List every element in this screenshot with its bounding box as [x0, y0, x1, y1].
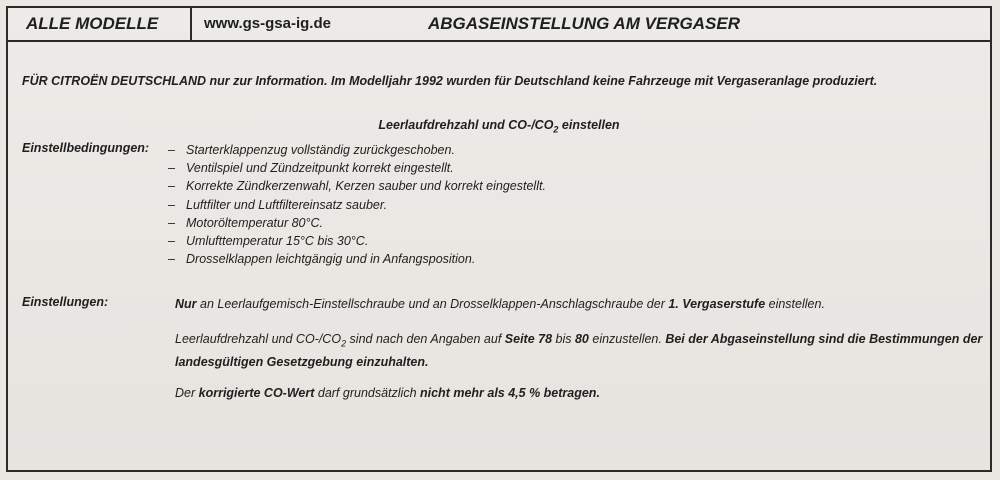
- intro-note: FÜR CITROËN DEUTSCHLAND nur zur Information. Im Modelljahr 1992 wurden für Deutschland keine Fahrzeuge mit Vergaseranlage produziert.: [22, 74, 878, 88]
- emphasis-text: Bei der Abgaseinstellung sind die Bestimmungen der landesgültigen Gesetzgebung einzuhalten.: [175, 332, 983, 369]
- conditions-label: Einstellbedingungen:: [22, 141, 150, 155]
- list-dash: –: [168, 252, 175, 267]
- list-item-text: Drosselklappen leichtgängig und in Anfangsposition.: [186, 252, 476, 267]
- body-text: darf grundsätzlich: [314, 386, 420, 400]
- conditions-list: [168, 141, 546, 268]
- settings-paragraph-3: [175, 384, 985, 402]
- list-item-text: Motoröltemperatur 80°C.: [186, 215, 323, 230]
- list-dash: –: [168, 215, 175, 230]
- list-item: [168, 196, 546, 214]
- list-dash: –: [168, 179, 175, 194]
- body-text: sind nach den Angaben auf: [346, 332, 505, 346]
- body-text: bis: [552, 332, 575, 346]
- list-item: [168, 159, 546, 177]
- subtitle-tail: einstellen: [558, 118, 620, 132]
- list-item: [168, 232, 546, 250]
- emphasis-text: korrigierte CO-Wert: [198, 386, 315, 400]
- body-text: Leerlaufdrehzahl und CO-/CO: [175, 332, 342, 346]
- body-text: einzustellen.: [588, 332, 666, 346]
- subscript-text: 2: [341, 338, 347, 349]
- body-text: an Leerlaufgemisch-Einstellschraube und an Drosselklappen-Anschlagschraube der: [196, 297, 669, 311]
- website-url: www.gs-gsa-ig.de: [204, 15, 331, 32]
- body-text: Der: [175, 386, 199, 400]
- emphasis-text: nicht mehr als 4,5 % betragen.: [420, 386, 600, 400]
- list-item: [168, 214, 546, 232]
- document-sheet: [6, 6, 992, 472]
- emphasis-text: 80: [574, 332, 589, 346]
- section-subtitle: [8, 118, 990, 135]
- list-dash: –: [168, 197, 175, 212]
- subtitle-main: Leerlaufdrehzahl und CO-/CO: [378, 118, 554, 132]
- list-dash: –: [168, 233, 175, 248]
- settings-paragraph-1: [175, 295, 985, 313]
- list-dash: –: [168, 143, 175, 157]
- page-title: ABGASEINSTELLUNG AM VERGASER: [428, 14, 741, 33]
- list-item: [168, 177, 546, 195]
- list-item-text: Starterklappenzug vollständig zurückgeschoben.: [186, 143, 455, 157]
- emphasis-text: Seite 78: [504, 332, 553, 346]
- body-text: einstellen.: [765, 297, 825, 311]
- list-item-text: Ventilspiel und Zündzeitpunkt korrekt eingestellt.: [186, 161, 454, 176]
- emphasis-text: 1. Vergaserstufe: [668, 297, 766, 311]
- settings-label: Einstellungen:: [22, 295, 109, 309]
- list-item: [168, 141, 546, 159]
- header-bar: [8, 8, 990, 42]
- subtitle-subscript: 2: [553, 124, 559, 135]
- list-item-text: Luftfilter und Luftfiltereinsatz sauber.: [186, 197, 388, 212]
- list-dash: –: [168, 161, 175, 176]
- emphasis-text: Nur: [175, 297, 197, 311]
- model-label: ALLE MODELLE: [8, 8, 192, 40]
- list-item-text: Korrekte Zündkerzenwahl, Kerzen sauber und korrekt eingestellt.: [186, 179, 546, 194]
- list-item-text: Umlufttemperatur 15°C bis 30°C.: [186, 233, 369, 248]
- list-item: [168, 250, 546, 268]
- settings-paragraph-2: [175, 330, 985, 371]
